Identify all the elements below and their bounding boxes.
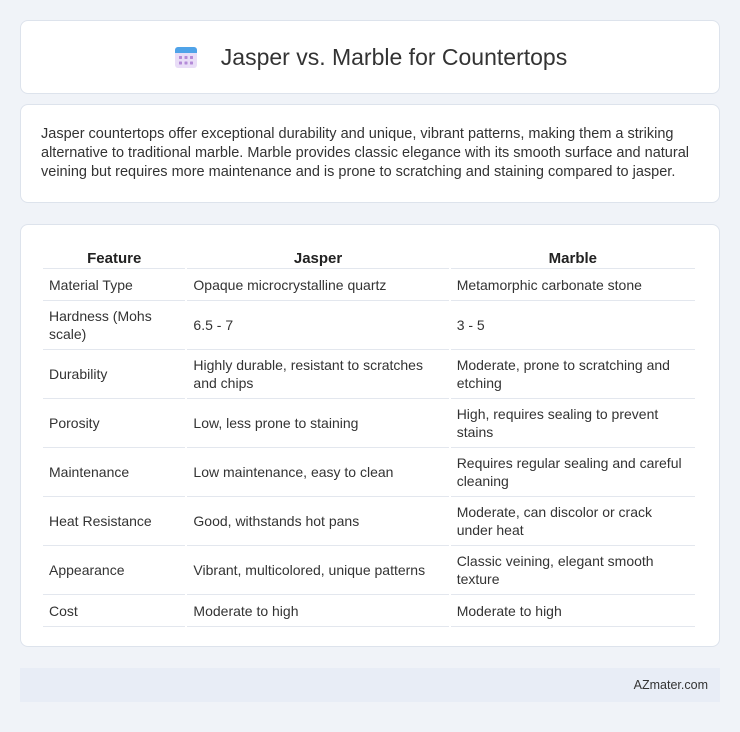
table-row (43, 399, 695, 448)
table-row (43, 497, 695, 546)
feature-cell: Hardness (Mohs scale) (43, 301, 185, 350)
table-header-row (43, 247, 695, 269)
header-jasper: Jasper (187, 247, 448, 269)
marble-cell: Moderate, prone to scratching and etching (451, 350, 695, 399)
table-row (43, 350, 695, 399)
jasper-cell: Low, less prone to staining (187, 399, 448, 448)
feature-cell: Porosity (43, 399, 185, 448)
comparison-card (20, 224, 720, 647)
calendar-icon (173, 44, 199, 70)
header-marble: Marble (451, 247, 695, 269)
page-title: Jasper vs. Marble for Countertops (220, 43, 568, 70)
jasper-cell: Opaque microcrystalline quartz (187, 269, 448, 301)
jasper-cell: 6.5 - 7 (187, 301, 448, 350)
footer (20, 668, 720, 702)
footer-brand: AZmater.com (633, 678, 708, 692)
jasper-cell: Moderate to high (187, 595, 448, 627)
feature-cell: Appearance (43, 546, 185, 595)
intro-text: Jasper countertops offer exceptional durability and unique, vibrant patterns, making them a striking alternative to traditional marble. Marble provides classic elegance with its smooth surface and natural veining but requires more maintenance and is prone to scratching and staining compared to jasper. (41, 126, 689, 180)
title-card (20, 20, 720, 94)
jasper-cell: Low maintenance, easy to clean (187, 448, 448, 497)
table-row (43, 595, 695, 627)
intro-card (20, 104, 720, 203)
marble-cell: Metamorphic carbonate stone (451, 269, 695, 301)
marble-cell: Classic veining, elegant smooth texture (451, 546, 695, 595)
header-feature: Feature (43, 247, 185, 269)
marble-cell: 3 - 5 (451, 301, 695, 350)
table-row (43, 448, 695, 497)
feature-cell: Heat Resistance (43, 497, 185, 546)
marble-cell: Moderate, can discolor or crack under heat (451, 497, 695, 546)
table-row (43, 546, 695, 595)
jasper-cell: Vibrant, multicolored, unique patterns (187, 546, 448, 595)
jasper-cell: Good, withstands hot pans (187, 497, 448, 546)
table-row (43, 269, 695, 301)
comparison-table (41, 247, 697, 627)
table-row (43, 301, 695, 350)
jasper-cell: Highly durable, resistant to scratches and chips (187, 350, 448, 399)
marble-cell: Moderate to high (451, 595, 695, 627)
feature-cell: Material Type (43, 269, 185, 301)
marble-cell: High, requires sealing to prevent stains (451, 399, 695, 448)
feature-cell: Maintenance (43, 448, 185, 497)
feature-cell: Cost (43, 595, 185, 627)
feature-cell: Durability (43, 350, 185, 399)
marble-cell: Requires regular sealing and careful cleaning (451, 448, 695, 497)
